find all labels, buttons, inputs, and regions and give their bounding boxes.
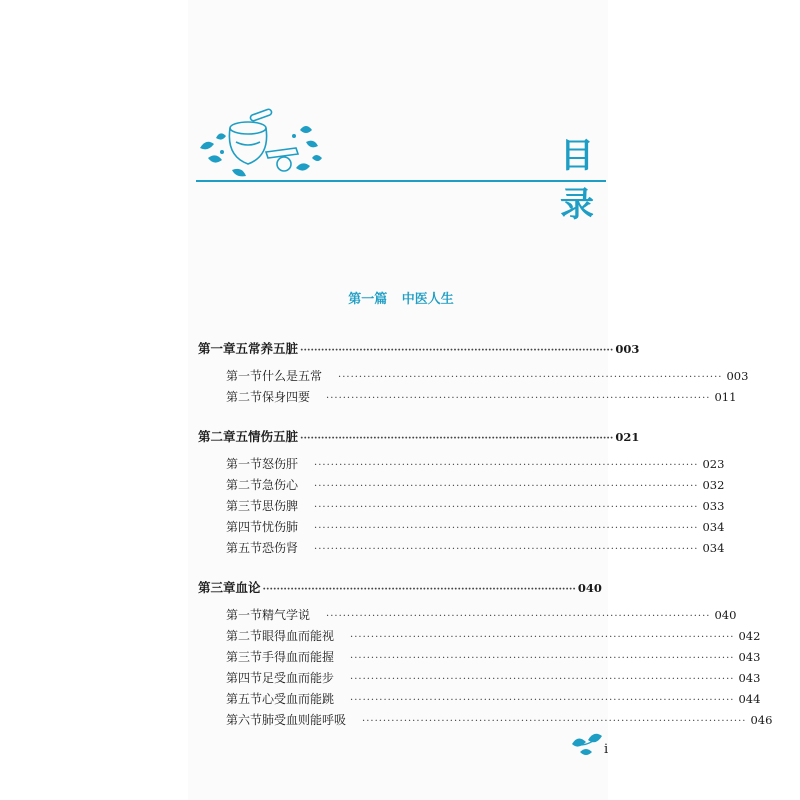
section-page-number: 040 (714, 608, 737, 622)
section-page-number: 046 (750, 713, 773, 727)
dot-leader: ···························································································· (314, 544, 699, 555)
toc-section-entry[interactable] (198, 455, 725, 476)
section-page-number: 034 (702, 541, 725, 555)
toc-section-entry[interactable] (198, 627, 761, 648)
chapter-page-number: 003 (615, 342, 640, 356)
section-number: 第五节 (226, 692, 263, 706)
toc-section-entry[interactable] (198, 476, 725, 497)
dot-leader: ·························································································· (300, 345, 614, 356)
dot-leader: ·························································································· (300, 433, 614, 444)
dot-leader: ···························································································· (326, 393, 711, 404)
section-page-number: 011 (714, 390, 737, 404)
header-divider (196, 180, 606, 182)
section-number: 第三节 (226, 650, 263, 664)
section-number: 第六节 (226, 713, 263, 727)
section-page-number: 044 (738, 692, 761, 706)
section-page-number: 003 (726, 369, 749, 383)
chapter-block (198, 578, 773, 732)
section-title: 手得血而能握 (262, 650, 335, 664)
chapter-block (198, 339, 749, 409)
toc-chapter-entry[interactable] (198, 427, 640, 451)
page-title: 目 录 (560, 136, 604, 225)
section-page-number: 023 (702, 457, 725, 471)
table-of-contents (198, 339, 773, 750)
chapter-number: 第三章 (198, 580, 236, 595)
section-number: 第二节 (226, 629, 263, 643)
section-title: 恐伤肾 (262, 541, 299, 555)
section-title: 眼得血而能视 (262, 629, 335, 643)
section-title: 保身四要 (262, 390, 311, 404)
dot-leader: ···························································································· (314, 523, 699, 534)
toc-section-entry[interactable] (198, 669, 761, 690)
dot-leader: ·························································································· (262, 584, 576, 595)
toc-section-entry[interactable] (198, 606, 737, 627)
toc-section-entry[interactable] (198, 367, 749, 388)
section-page-number: 043 (738, 650, 761, 664)
dot-leader: ···························································································· (350, 695, 735, 706)
dot-leader: ···························································································· (314, 481, 699, 492)
chapter-number: 第一章 (198, 341, 236, 356)
toc-section-entry[interactable] (198, 518, 725, 539)
chapter-title: 血论 (235, 580, 261, 595)
toc-section-entry[interactable] (198, 497, 725, 518)
dot-leader: ···························································································· (314, 502, 699, 513)
section-number: 第二节 (226, 390, 263, 404)
section-title: 思伤脾 (262, 499, 299, 513)
chapter-page-number: 021 (615, 430, 640, 444)
section-page-number: 033 (702, 499, 725, 513)
toc-section-entry[interactable] (198, 539, 725, 560)
chapter-number: 第二章 (198, 429, 236, 444)
section-number: 第一节 (226, 457, 263, 471)
section-number: 第三节 (226, 499, 263, 513)
section-title: 心受血而能跳 (262, 692, 335, 706)
dot-leader: ···························································································· (350, 653, 735, 664)
dot-leader: ···························································································· (350, 632, 735, 643)
dot-leader: ···························································································· (338, 372, 723, 383)
section-title: 急伤心 (262, 478, 299, 492)
dot-leader: ···························································································· (350, 674, 735, 685)
section-title: 足受血而能步 (262, 671, 335, 685)
section-page-number: 043 (738, 671, 761, 685)
section-number: 第一节 (226, 369, 263, 383)
section-number: 第四节 (226, 520, 263, 534)
section-number: 第五节 (226, 541, 263, 555)
chapter-page-number: 040 (577, 581, 602, 595)
toc-section-entry[interactable] (198, 690, 761, 711)
dot-leader: ···························································································· (326, 611, 711, 622)
section-number: 第二节 (226, 478, 263, 492)
toc-chapter-entry[interactable] (198, 339, 640, 363)
section-page-number: 034 (702, 520, 725, 534)
section-title: 什么是五常 (262, 369, 323, 383)
section-title: 怒伤肝 (262, 457, 299, 471)
toc-section-entry[interactable] (198, 711, 773, 732)
toc-chapter-entry[interactable] (198, 578, 602, 602)
section-page-number: 042 (738, 629, 761, 643)
leaf-sprig-icon (570, 730, 609, 758)
toc-section-entry[interactable] (198, 648, 761, 669)
section-page-number: 032 (702, 478, 725, 492)
herbal-pot-illustration-icon (196, 108, 326, 180)
toc-section-entry[interactable] (198, 388, 737, 409)
section-title: 肺受血则能呼吸 (262, 713, 347, 727)
section-number: 第一节 (226, 608, 263, 622)
part-title: 第一篇 中医人生 (348, 292, 454, 307)
chapter-block (198, 427, 725, 560)
dot-leader: ···························································································· (314, 460, 699, 471)
dot-leader: ···························································································· (362, 716, 747, 727)
section-number: 第四节 (226, 671, 263, 685)
section-title: 忧伤肺 (262, 520, 299, 534)
page-folio: i (604, 742, 609, 757)
section-title: 精气学说 (262, 608, 311, 622)
chapter-title: 五常养五脏 (235, 341, 299, 356)
chapter-title: 五情伤五脏 (235, 429, 299, 444)
